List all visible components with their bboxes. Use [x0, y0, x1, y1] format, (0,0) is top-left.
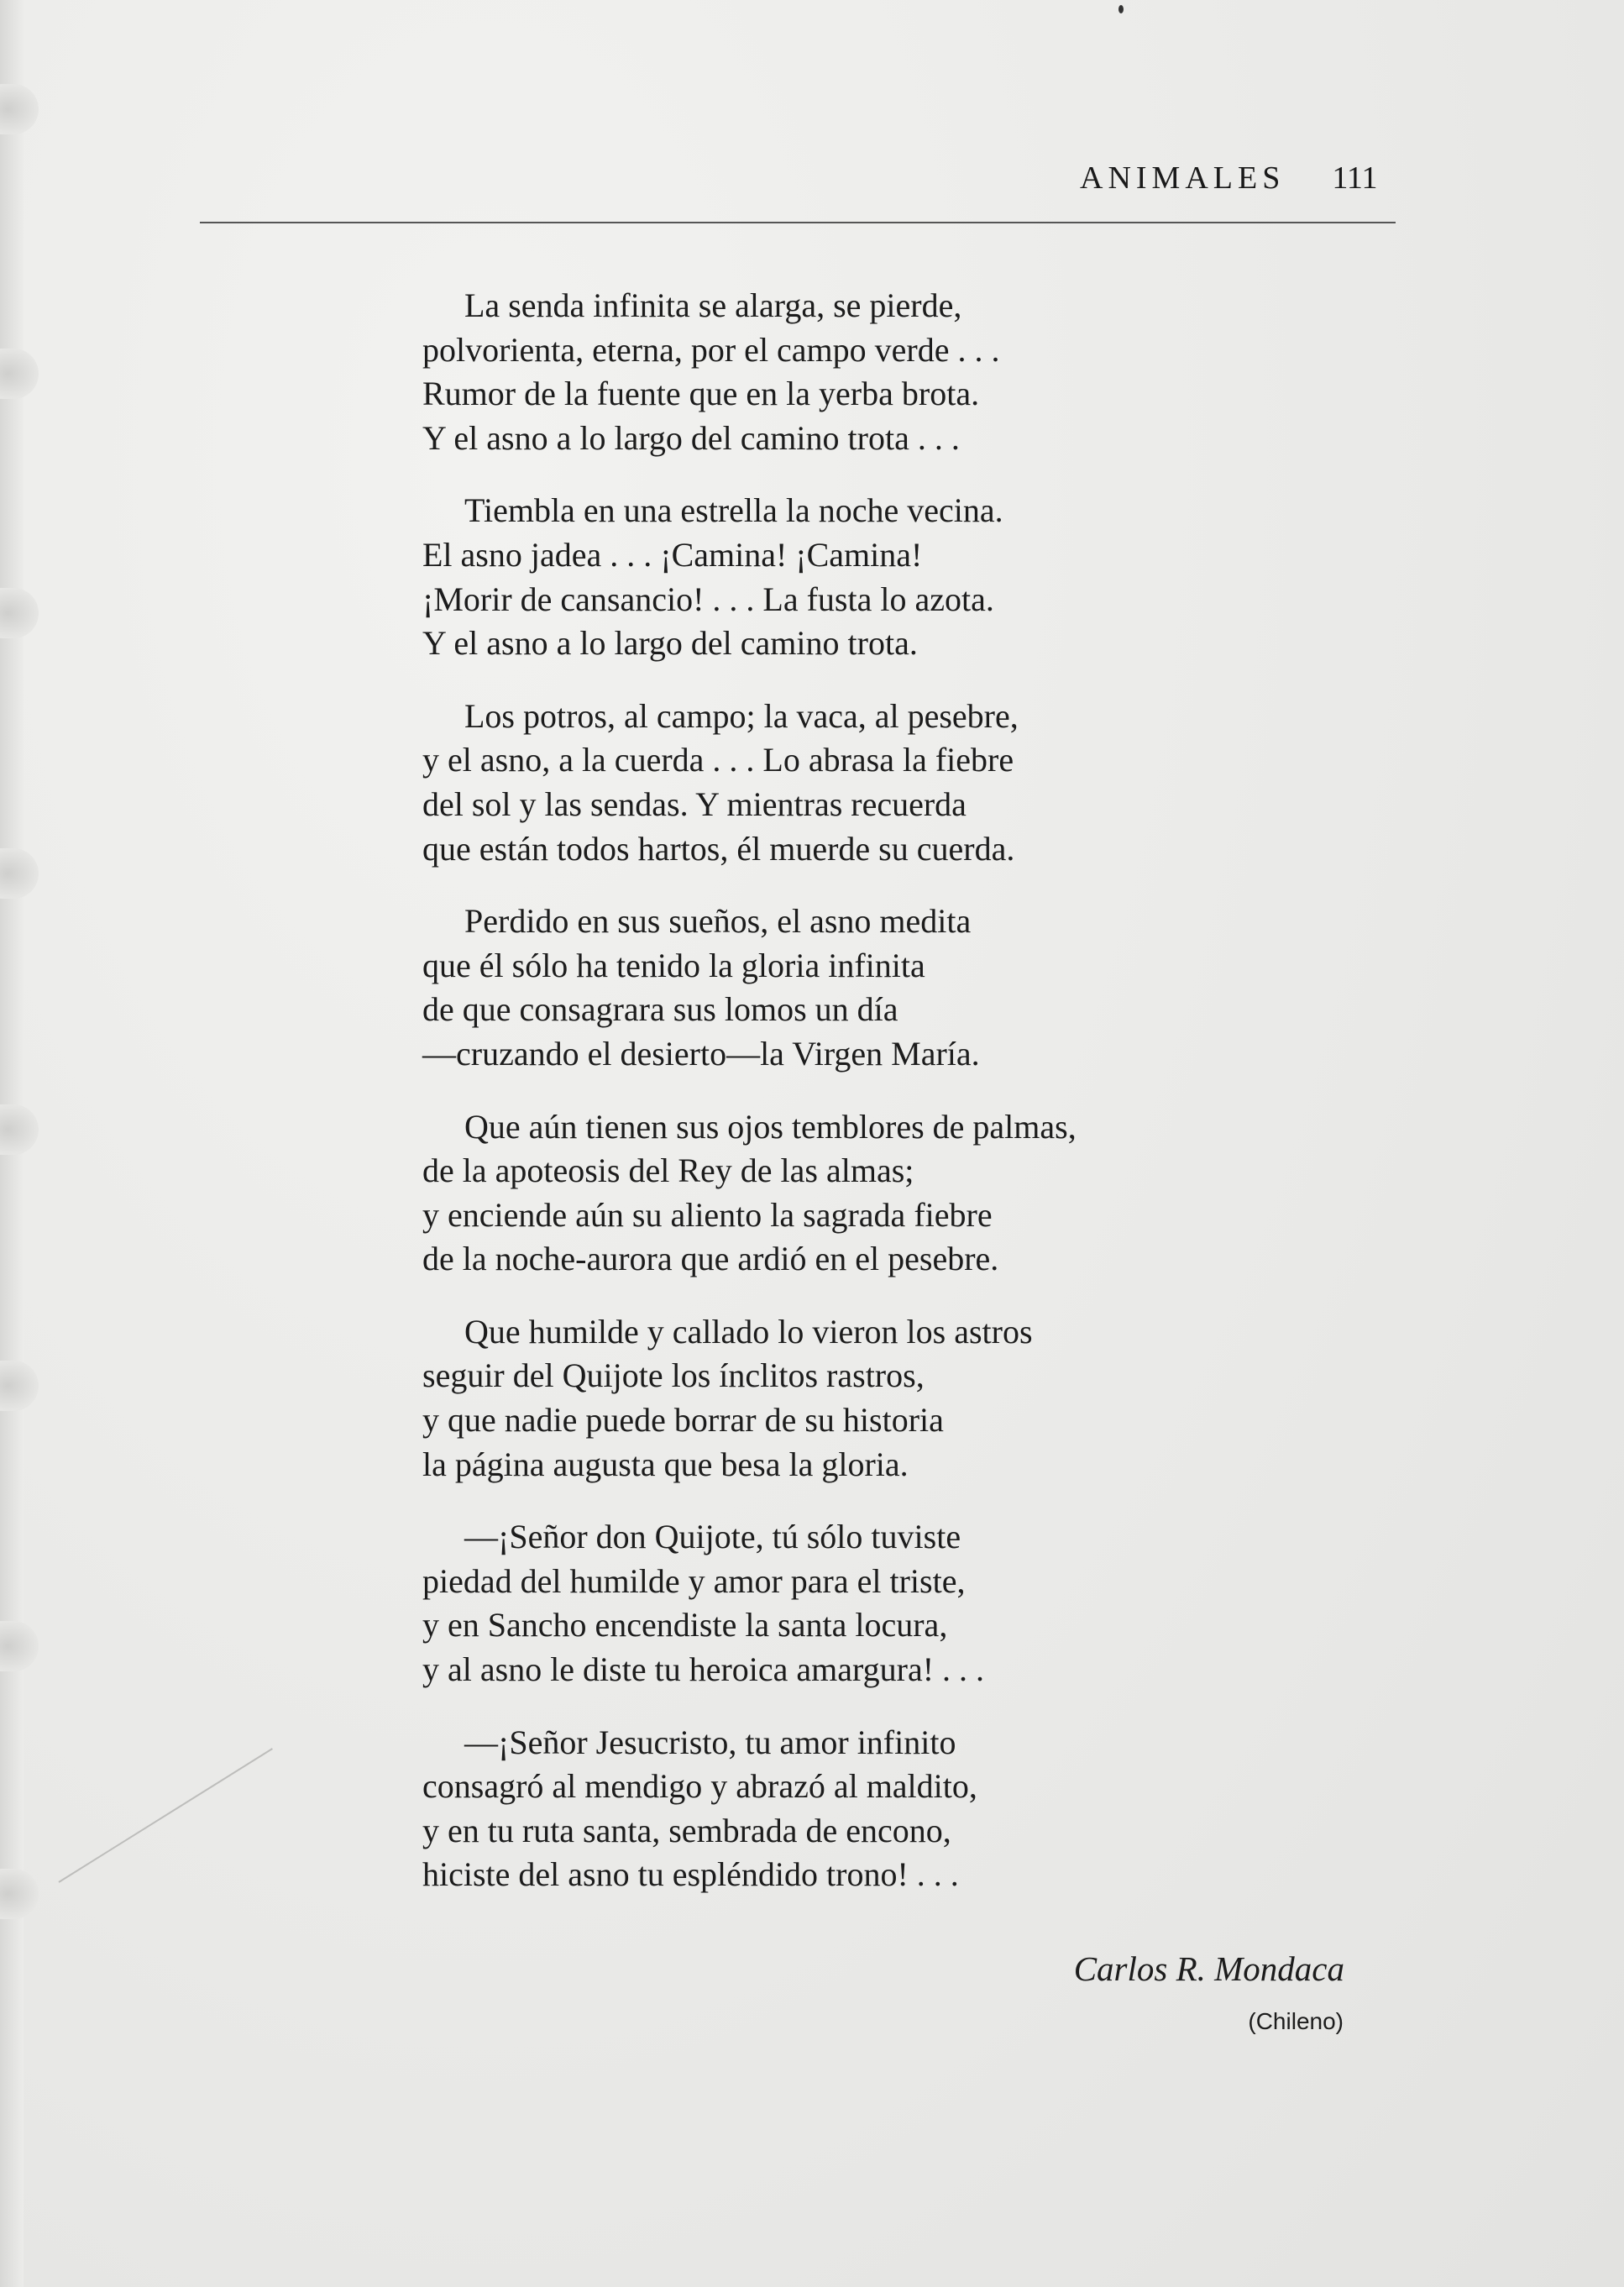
poem-line: Que aún tienen sus ojos temblores de palmas, [464, 1107, 1077, 1146]
header-rule [200, 222, 1396, 223]
binding-hole-mark [0, 848, 39, 899]
stanza [422, 1721, 1077, 1897]
stanza [422, 489, 1077, 665]
stanza [422, 1310, 1077, 1487]
poem-line: Que humilde y callado lo vieron los astros [464, 1312, 1033, 1351]
author-name: Carlos R. Mondaca [1073, 1949, 1344, 1988]
poem-line: La senda infinita se alarga, se pierde, [464, 286, 962, 324]
poem-line: y en Sancho encendiste la santa locura, [422, 1606, 948, 1644]
poem-line: que están todos hartos, él muerde su cuerda. [422, 829, 1015, 868]
poem-line: de la noche-aurora que ardió en el pesebre. [422, 1240, 999, 1278]
section-title: ANIMALES [1080, 160, 1286, 196]
poem-line: hiciste del asno tu espléndido trono! . . . [422, 1855, 959, 1894]
poem-line: Tiembla en una estrella la noche vecina. [464, 491, 1003, 530]
poem-line: consagró al mendigo y abrazó al maldito, [422, 1767, 977, 1806]
stanza [422, 1515, 1077, 1692]
binding-hole-mark [0, 588, 39, 638]
poem-line: polvorienta, eterna, por el campo verde . . . [422, 330, 1000, 369]
binding-hole-mark [0, 1869, 39, 1919]
poem-line: Los potros, al campo; la vaca, al pesebre, [464, 696, 1019, 735]
poem-line: —¡Señor don Quijote, tú sólo tuviste [464, 1518, 961, 1556]
poem-line: de la apoteosis del Rey de las almas; [422, 1151, 914, 1190]
poem-line: —¡Señor Jesucristo, tu amor infinito [464, 1723, 956, 1761]
stanza [422, 1105, 1077, 1282]
paper-crease [58, 1748, 272, 1883]
poem-line: y enciende aún su aliento la sagrada fiebre [422, 1195, 993, 1234]
poem-line: la página augusta que besa la gloria. [422, 1445, 909, 1483]
poem-line: de que consagrara sus lomos un día [422, 990, 898, 1029]
poem-line: y al asno le diste tu heroica amargura! . . . [422, 1650, 985, 1689]
poem-body [422, 284, 1077, 1926]
ink-speck [1118, 5, 1124, 13]
poem-line: que él sólo ha tenido la gloria infinita [422, 946, 925, 984]
binding-hole-mark [0, 1361, 39, 1411]
poem-line: seguir del Quijote los ínclitos rastros, [422, 1356, 925, 1395]
binding-hole-mark [0, 1621, 39, 1671]
stanza [422, 284, 1077, 460]
poem-line: —cruzando el desierto—la Virgen María. [422, 1034, 980, 1073]
running-header [1080, 160, 1378, 197]
poem-line: piedad del humilde y amor para el triste, [422, 1561, 966, 1600]
binding-hole-mark [0, 84, 39, 134]
author-nationality: (Chileno) [1248, 2008, 1344, 2034]
poem-line: El asno jadea . . . ¡Camina! ¡Camina! [422, 535, 923, 574]
poem-line: del sol y las sendas. Y mientras recuerda [422, 784, 967, 823]
poem-line: Perdido en sus sueños, el asno medita [464, 902, 972, 941]
stanza [422, 695, 1077, 871]
poem-line: y que nadie puede borrar de su historia [422, 1401, 944, 1440]
binding-hole-mark [0, 1104, 39, 1155]
binding-hole-mark [0, 349, 39, 399]
poem-line: y el asno, a la cuerda . . . Lo abrasa la fiebre [422, 741, 1014, 779]
poem-line: y en tu ruta santa, sembrada de encono, [422, 1811, 951, 1849]
stanza [422, 900, 1077, 1076]
poem-line: Y el asno a lo largo del camino trota . . . [422, 418, 960, 457]
poem-line: Rumor de la fuente que en la yerba brota. [422, 375, 980, 413]
page-number: 111 [1332, 160, 1378, 196]
poem-line: Y el asno a lo largo del camino trota. [422, 624, 918, 663]
poem-line: ¡Morir de cansancio! . . . La fusta lo azota. [422, 580, 994, 618]
